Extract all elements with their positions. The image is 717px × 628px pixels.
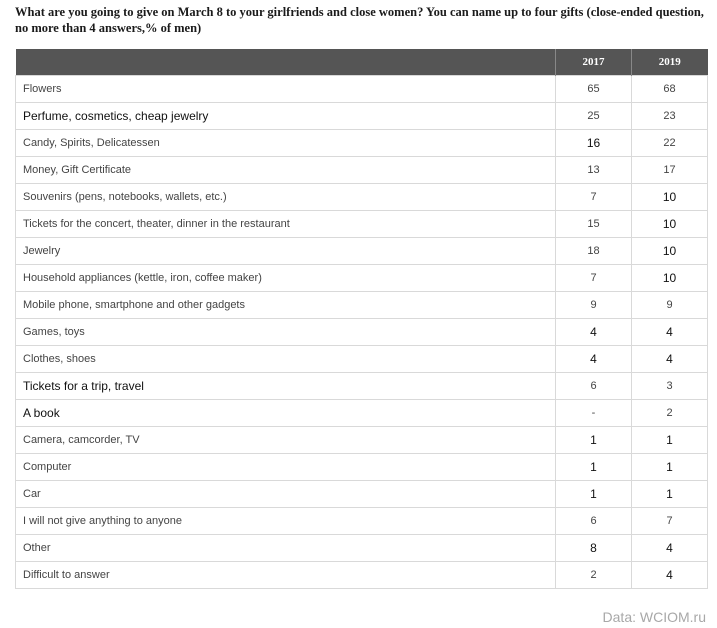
value-2017: 18: [556, 238, 632, 265]
table-body: [16, 76, 708, 589]
value-2019: 4: [632, 346, 708, 373]
value-2017: 7: [556, 265, 632, 292]
value-2019: 10: [632, 238, 708, 265]
table-row: [16, 373, 708, 400]
value-2019: 1: [632, 454, 708, 481]
value-2019: 4: [632, 319, 708, 346]
value-2019: 68: [632, 76, 708, 103]
value-2019: 23: [632, 103, 708, 130]
row-label: Games, toys: [16, 319, 556, 346]
table-row: [16, 319, 708, 346]
table-row: [16, 400, 708, 427]
value-2017: 16: [556, 130, 632, 157]
value-2017: 2: [556, 562, 632, 589]
table-row: [16, 508, 708, 535]
row-label: I will not give anything to anyone: [16, 508, 556, 535]
source-credit: Data: WCIOM.ru: [602, 609, 706, 625]
row-label: Computer: [16, 454, 556, 481]
value-2017: 7: [556, 184, 632, 211]
row-label: Car: [16, 481, 556, 508]
value-2017: 8: [556, 535, 632, 562]
value-2019: 10: [632, 184, 708, 211]
value-2019: 17: [632, 157, 708, 184]
table-row: [16, 346, 708, 373]
table-row: [16, 130, 708, 157]
row-label: Camera, camcorder, TV: [16, 427, 556, 454]
table-row: [16, 103, 708, 130]
row-label: Household appliances (kettle, iron, coffee maker): [16, 265, 556, 292]
table-row: [16, 211, 708, 238]
value-2017: 15: [556, 211, 632, 238]
table-row: [16, 535, 708, 562]
value-2017: 65: [556, 76, 632, 103]
value-2019: 7: [632, 508, 708, 535]
value-2017: 4: [556, 346, 632, 373]
value-2017: -: [556, 400, 632, 427]
table-row: [16, 76, 708, 103]
table-title: What are you going to give on March 8 to your girlfriends and close women? You can name up to four gifts (close-ended question, no more than 4 answers,% of men): [15, 5, 704, 35]
value-2019: 4: [632, 562, 708, 589]
row-label: Money, Gift Certificate: [16, 157, 556, 184]
header-row: [16, 49, 708, 76]
row-label: Difficult to answer: [16, 562, 556, 589]
value-2019: 1: [632, 427, 708, 454]
row-label: Tickets for the concert, theater, dinner in the restaurant: [16, 211, 556, 238]
header-year-2017: 2017: [556, 49, 632, 76]
value-2019: 2: [632, 400, 708, 427]
value-2019: 1: [632, 481, 708, 508]
value-2019: 9: [632, 292, 708, 319]
value-2017: 1: [556, 481, 632, 508]
table-row: [16, 238, 708, 265]
value-2019: 3: [632, 373, 708, 400]
row-label: Mobile phone, smartphone and other gadgets: [16, 292, 556, 319]
survey-table: [15, 49, 708, 589]
value-2017: 1: [556, 427, 632, 454]
value-2019: 10: [632, 265, 708, 292]
value-2019: 22: [632, 130, 708, 157]
row-label: Souvenirs (pens, notebooks, wallets, etc.): [16, 184, 556, 211]
value-2017: 6: [556, 508, 632, 535]
table-row: [16, 454, 708, 481]
value-2019: 10: [632, 211, 708, 238]
value-2017: 4: [556, 319, 632, 346]
value-2019: 4: [632, 535, 708, 562]
value-2017: 25: [556, 103, 632, 130]
row-label: Candy, Spirits, Delicatessen: [16, 130, 556, 157]
value-2017: 1: [556, 454, 632, 481]
table-row: [16, 292, 708, 319]
table-row: [16, 265, 708, 292]
value-2017: 13: [556, 157, 632, 184]
row-label: Other: [16, 535, 556, 562]
value-2017: 9: [556, 292, 632, 319]
value-2017: 6: [556, 373, 632, 400]
table-row: [16, 157, 708, 184]
header-year-2019: 2019: [632, 49, 708, 76]
row-label: Jewelry: [16, 238, 556, 265]
table-row: [16, 427, 708, 454]
row-label: Perfume, cosmetics, cheap jewelry: [16, 103, 556, 130]
row-label: Tickets for a trip, travel: [16, 373, 556, 400]
table-row: [16, 562, 708, 589]
row-label: Flowers: [16, 76, 556, 103]
row-label: Clothes, shoes: [16, 346, 556, 373]
table-row: [16, 184, 708, 211]
table-row: [16, 481, 708, 508]
header-label-cell: [16, 49, 556, 76]
row-label: A book: [16, 400, 556, 427]
